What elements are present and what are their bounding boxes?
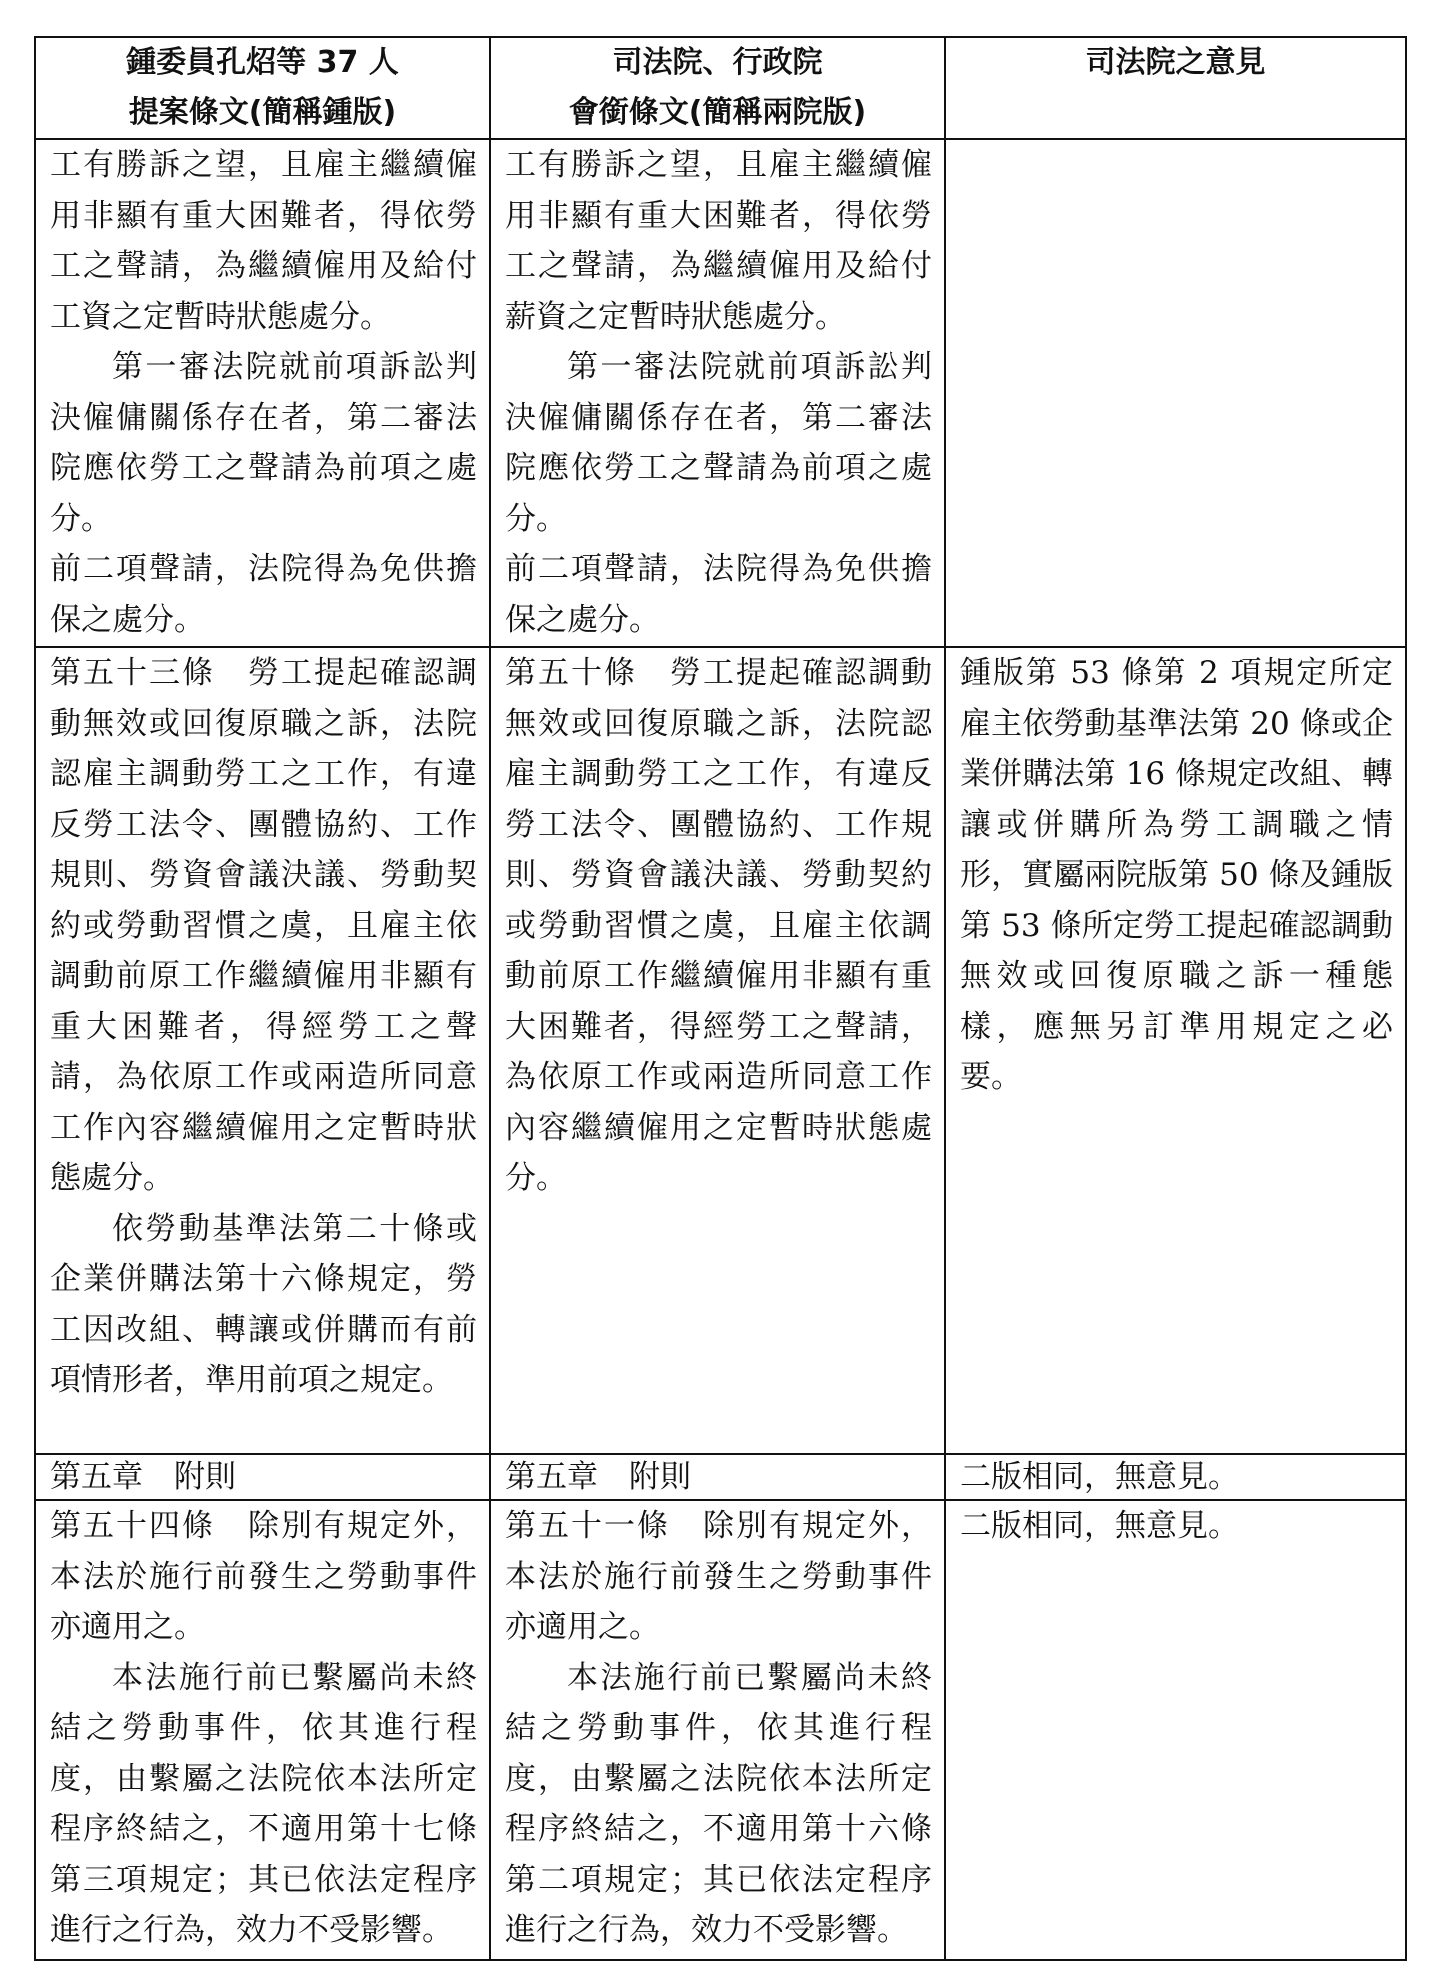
paragraph: 第一審法院就前項訴訟判決僱傭關係存在者，第二審法院應依勞工之聲請為前項之處分。 [50,349,477,537]
header-row [35,37,1406,139]
table-row [35,647,1406,1454]
paragraph: 依勞動基準法第二十條或企業併購法第十六條規定，勞工因改組、轉讓或併購而有前項情形者，準用前項之規定。 [50,1210,477,1398]
paragraph: 第五十一條 除別有規定外，本法於施行前發生之勞動事件亦適用之。 [505,1508,932,1645]
paragraph: 工有勝訴之望，且雇主繼續僱用非顯有重大困難者，得依勞工之聲請，為繼續僱用及給付薪資之定暫時狀態處分。 [505,147,932,335]
header-line: 司法院、行政院 [612,45,823,80]
comparison-table [34,36,1407,1961]
header-zhong-version [35,37,490,139]
paragraph: 本法施行前已繫屬尚未終結之勞動事件，依其進行程度，由繫屬之法院依本法所定程序終結之，不適用第十六條第二項規定；其已依法定程序進行之行為，效力不受影響。 [505,1659,932,1948]
paragraph: 二版相同，無意見。 [960,1508,1239,1544]
header-joint-version [490,37,945,139]
zhong-version-cell [35,1500,490,1960]
header-line: 鍾委員孔炤等 37 人 [126,45,399,80]
opinion-cell [945,1500,1406,1960]
table-row [35,1500,1406,1960]
zhong-version-cell [35,1454,490,1500]
paragraph: 鍾版第 53 條第 2 項規定所定雇主依勞動基準法第 20 條或企業併購法第 16 條規定改組、轉讓或併購所為勞工調職之情形，實屬兩院版第 50 條及鍾版第 53 條所定勞工提起確認調動無效或回復原職之訴一種態樣，應無另訂準用規定之必要。 [960,655,1393,1095]
paragraph: 第五十四條 除別有規定外，本法於施行前發生之勞動事件亦適用之。 [50,1508,477,1645]
paragraph: 二版相同，無意見。 [960,1459,1239,1495]
header-line: 會銜條文(簡稱兩院版) [568,95,867,130]
opinion-cell [945,647,1406,1454]
paragraph: 第五十三條 勞工提起確認調動無效或回復原職之訴，法院認雇主調動勞工之工作，有違反勞工法令、團體協約、工作規則、勞資會議決議、勞動契約或勞動習慣之虞，且雇主依調動前原工作繼續僱用非顯有重大困難者，得經勞工之聲請，為依原工作或兩造所同意工作內容繼續僱用之定暫時狀態處分。 [50,655,477,1196]
joint-version-cell [490,1500,945,1960]
paragraph: 第五十條 勞工提起確認調動無效或回復原職之訴，法院認雇主調動勞工之工作，有違反勞工法令、團體協約、工作規則、勞資會議決議、勞動契約或勞動習慣之虞，且雇主依調動前原工作繼續僱用非顯有重大困難者，得經勞工之聲請，為依原工作或兩造所同意工作內容繼續僱用之定暫時狀態處分。 [505,655,932,1196]
paragraph: 本法施行前已繫屬尚未終結之勞動事件，依其進行程度，由繫屬之法院依本法所定程序終結之，不適用第十七條第三項規定；其已依法定程序進行之行為，效力不受影響。 [50,1659,477,1948]
joint-version-cell [490,647,945,1454]
paragraph: 前二項聲請，法院得為免供擔保之處分。 [505,551,932,638]
header-line: 提案條文(簡稱鍾版) [128,95,397,130]
chapter-heading: 第五章 附則 [505,1459,691,1495]
paragraph: 工有勝訴之望，且雇主繼續僱用非顯有重大困難者，得依勞工之聲請，為繼續僱用及給付工資之定暫時狀態處分。 [50,147,477,335]
joint-version-cell [490,1454,945,1500]
paragraph: 前二項聲請，法院得為免供擔保之處分。 [50,551,477,638]
zhong-version-cell [35,647,490,1454]
table-row [35,1454,1406,1500]
opinion-cell [945,139,1406,647]
header-line: 司法院之意見 [1085,45,1266,80]
joint-version-cell [490,139,945,647]
opinion-cell [945,1454,1406,1500]
paragraph: 第一審法院就前項訴訟判決僱傭關係存在者，第二審法院應依勞工之聲請為前項之處分。 [505,349,932,537]
chapter-heading: 第五章 附則 [50,1459,236,1495]
table-row [35,139,1406,647]
zhong-version-cell [35,139,490,647]
header-judicial-opinion [945,37,1406,139]
